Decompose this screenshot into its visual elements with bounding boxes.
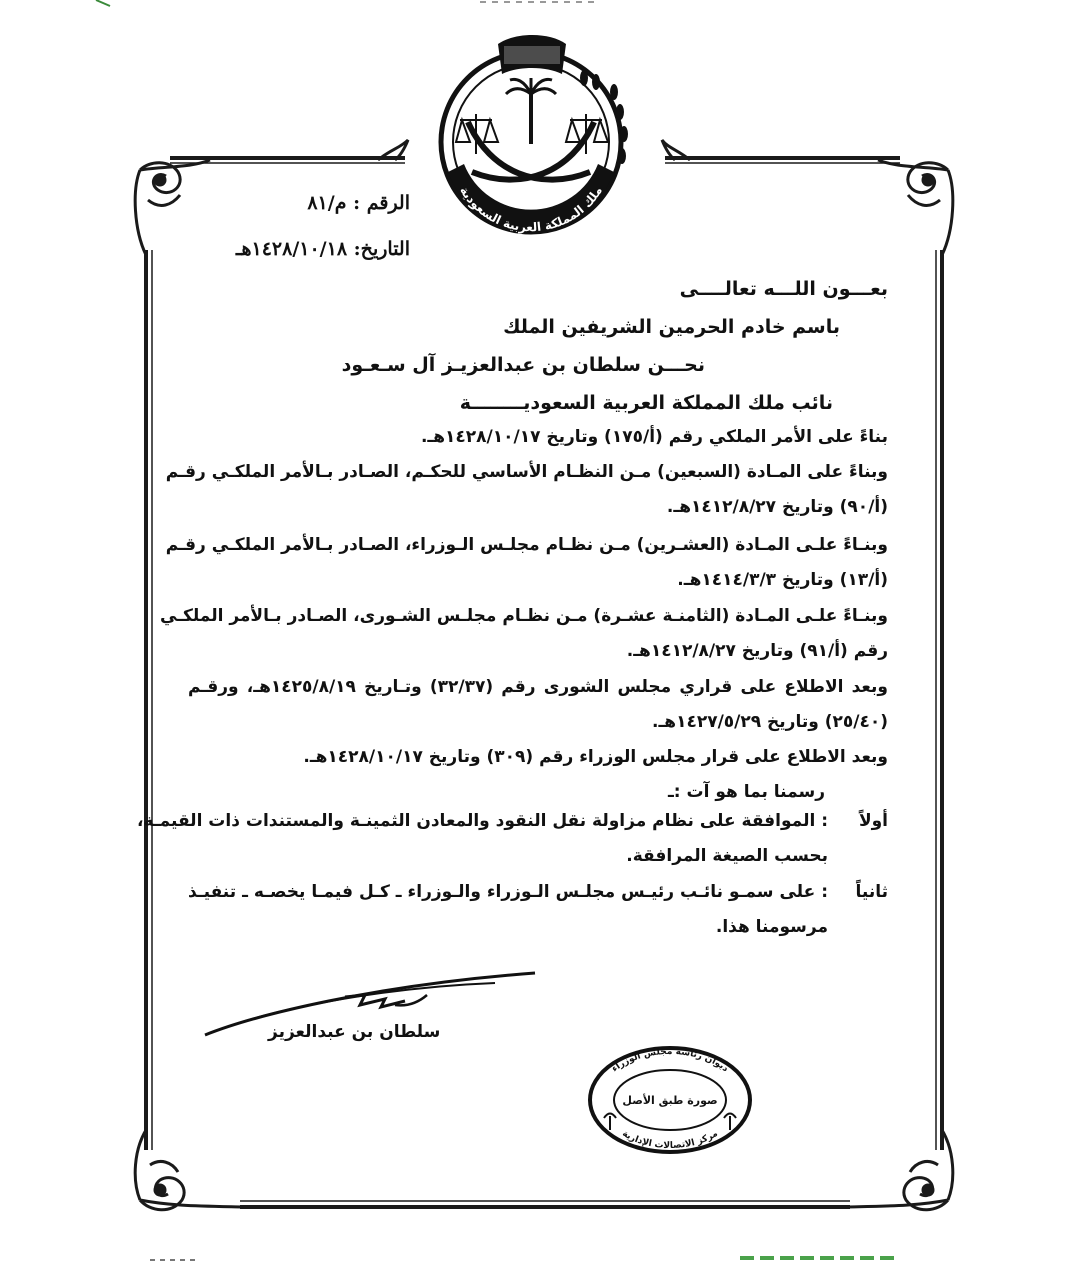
preamble-2-line-1: وبناءً على المـادة (السبعين) مـن النظـام الأساسي للحكـم، الصـادر بـالأمر الملكـي رقـم [165, 462, 888, 482]
preamble-4-line-1: وبنـاءً علـى المـادة (الثامنـة عشـرة) مـن نظـام مجلـس الشـورى، الصـادر بـالأمر الملكـي [159, 606, 888, 626]
issuer-line: نحـــن سلطان بن عبدالعزيـز آل سـعـود [341, 354, 705, 376]
preamble-6: وبعد الاطلاع على قرار مجلس الوزراء رقم (٣٠٩) وتاريخ ١٤٢٨/١٠/١٧هـ. [303, 747, 888, 767]
article-second-label: ثانياً [855, 882, 888, 902]
decree-statement: رسمنا بما هو آت :ـ [667, 782, 825, 802]
invocation: بعـــون اللـــه تعالــــى [679, 278, 888, 300]
article-second-line-2: مرسومنا هذا. [715, 917, 828, 937]
article-first-line-2: بحسب الصيغة المرافقة. [626, 846, 828, 866]
decree-body [137, 272, 888, 952]
article-second-line-1: : على سمـو نائـب رئيـس مجلـس الـوزراء والـوزراء ـ كـل فيمـا يخصـه ـ تنفيـذ [188, 882, 828, 902]
stamp-outer-text: ديوان رئاسة مجلس الوزراء [610, 1046, 730, 1075]
decree-number: الرقم : م/٨١ [307, 192, 410, 214]
scan-bottom-edge [0, 1252, 1092, 1264]
preamble-2-line-2: (أ/٩٠) وتاريخ ١٤١٢/٨/٢٧هـ. [666, 497, 888, 517]
official-stamp [580, 1040, 760, 1160]
preamble-1: بناءً على الأمر الملكي رقم (أ/١٧٥) وتاريخ ١٤٢٨/١٠/١٧هـ. [420, 427, 888, 447]
issuer-title: نائب ملك المملكة العربية السعوديــــــــة [459, 392, 833, 414]
coat-of-arms [420, 22, 642, 244]
article-first-line-1: : الموافقة على نظام مزاولة نقل النقود والمعادن الثمينـة والمستندات ذات القيمـة، [137, 811, 828, 831]
preamble-5-line-2: (٢٥/٤٠) وتاريخ ١٤٢٧/٥/٢٩هـ. [652, 712, 888, 732]
stamp-bottom-text: مركز الاتصالات الإدارية [620, 1128, 720, 1152]
preamble-4-line-2: رقم (أ/٩١) وتاريخ ١٤١٢/٨/٢٧هـ. [626, 641, 888, 661]
decree-date: التاريخ: ١٤٢٨/١٠/١٨هـ [235, 238, 410, 260]
king-name-line: باسم خادم الحرمين الشريفين الملك [503, 316, 840, 338]
preamble-3-line-1: وبنـاءً علـى المـادة (العشـرين) مـن نظـام مجلـس الـوزراء، الصـادر بـالأمر الملكـي رقـم [165, 535, 888, 555]
preamble-5-line-1: وبعد الاطلاع على قراري مجلس الشورى رقم (٣٢/٣٧) وتـاريخ ١٤٢٥/٨/١٩هـ، ورقـم [188, 677, 888, 697]
article-first-label: أولاً [858, 811, 888, 831]
emblem-text: ملك المملكة العربية السعودية [457, 183, 605, 235]
stamp-middle-text: صورة طبق الأصل [622, 1094, 718, 1107]
preamble-3-line-2: (أ/١٣) وتاريخ ١٤١٤/٣/٣هـ. [677, 570, 888, 590]
signer-name: سلطان بن عبدالعزيز [268, 1022, 441, 1042]
